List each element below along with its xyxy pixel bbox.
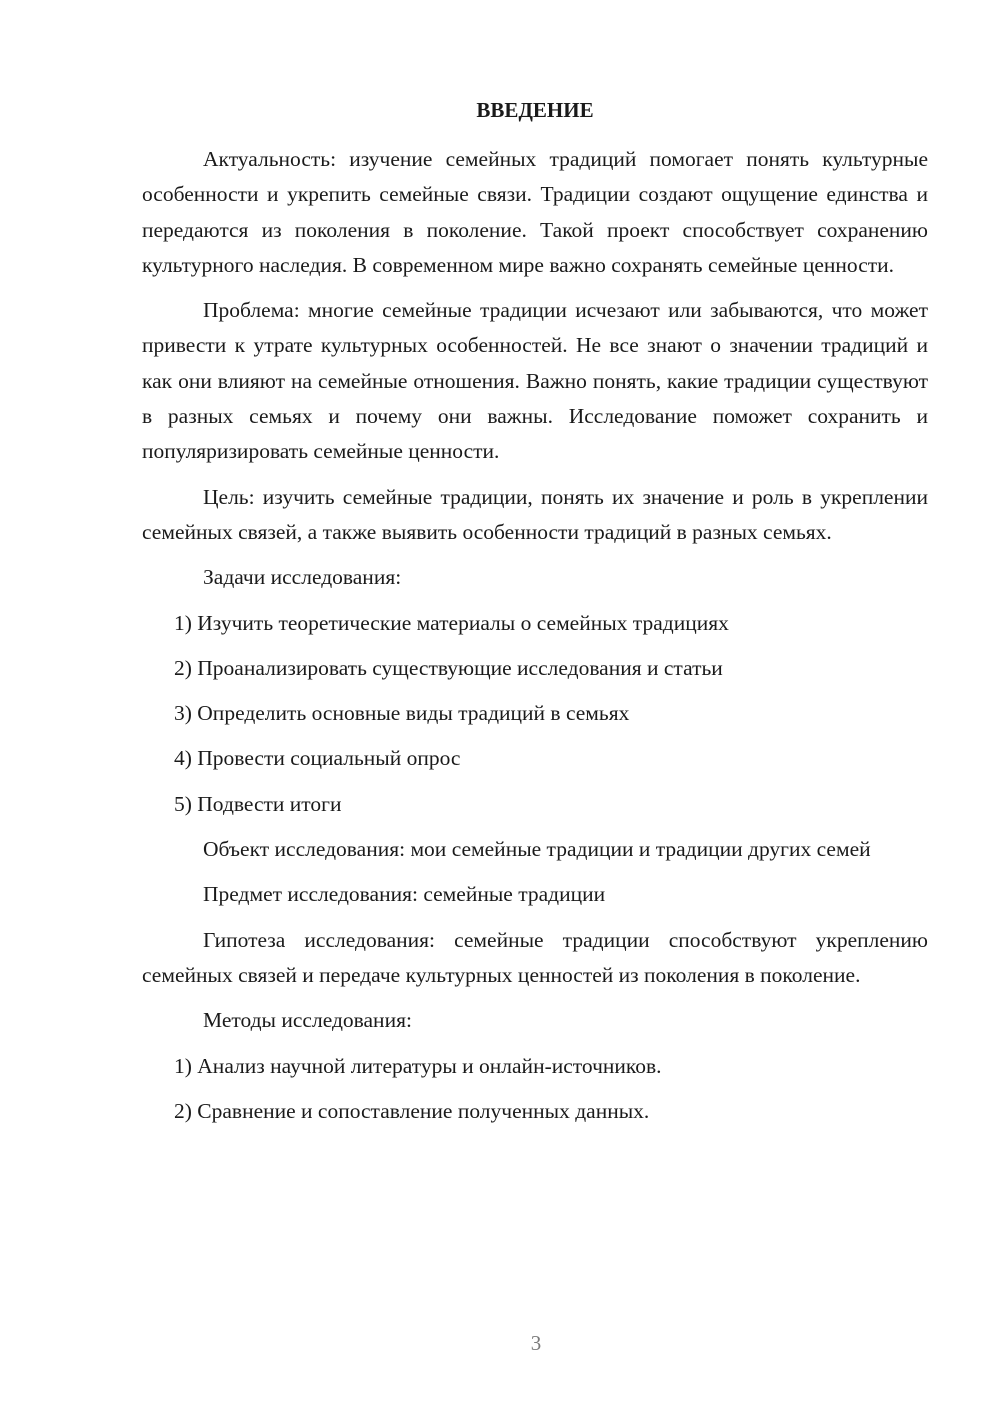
- hypothesis-paragraph: Гипотеза исследования: семейные традиции способствуют укреплению семейных связей и передаче культурных ценностей из поколения в поколение.: [142, 927, 928, 987]
- list-item: 1) Анализ научной литературы и онлайн-источников.: [174, 1053, 662, 1078]
- subject-paragraph: Предмет исследования: семейные традиции: [203, 882, 606, 907]
- goal-paragraph: Цель: изучить семейные традиции, понять их значение и роль в укреплении семейных связей, а также выявить особенности традиций в разных семьях.: [142, 484, 928, 544]
- methods-heading: Методы исследования:: [203, 1008, 412, 1033]
- list-item: 5) Подвести итоги: [174, 791, 342, 816]
- list-item: 4) Провести социальный опрос: [174, 746, 461, 771]
- list-item: 1) Изучить теоретические материалы о семейных традициях: [174, 610, 729, 635]
- methods-list: [142, 1049, 928, 1130]
- page-number: 3: [530, 1331, 542, 1355]
- tasks-list: [142, 606, 928, 822]
- list-item: 3) Определить основные виды традиций в семьях: [174, 701, 630, 726]
- tasks-heading: Задачи исследования:: [203, 565, 402, 590]
- document-page: [142, 92, 928, 1139]
- section-title: ВВЕДЕНИЕ: [476, 98, 594, 122]
- relevance-paragraph: Актуальность: изучение семейных традиций помогает понять культурные особенности и укрепить семейные связи. Традиции создают ощущение единства и передаются из поколения в поколение. Такой проект способствует сохранению культурного наследия. В современном мире важно сохранять семейные ценности.: [142, 147, 928, 277]
- object-paragraph: Объект исследования: мои семейные традиции и традиции других семей: [203, 837, 871, 862]
- list-item: 2) Проанализировать существующие исследования и статьи: [174, 655, 723, 680]
- list-item: 2) Сравнение и сопоставление полученных данных.: [174, 1098, 650, 1123]
- problem-paragraph: Проблема: многие семейные традиции исчезают или забываются, что может привести к утрате культурных особенностей. Не все знают о значении традиций и как они влияют на семейные отношения. Важно понять, какие традиции существуют в разных семьях и почему они важны. Исследование поможет сохранить и популяризировать семейные ценности.: [142, 298, 928, 464]
